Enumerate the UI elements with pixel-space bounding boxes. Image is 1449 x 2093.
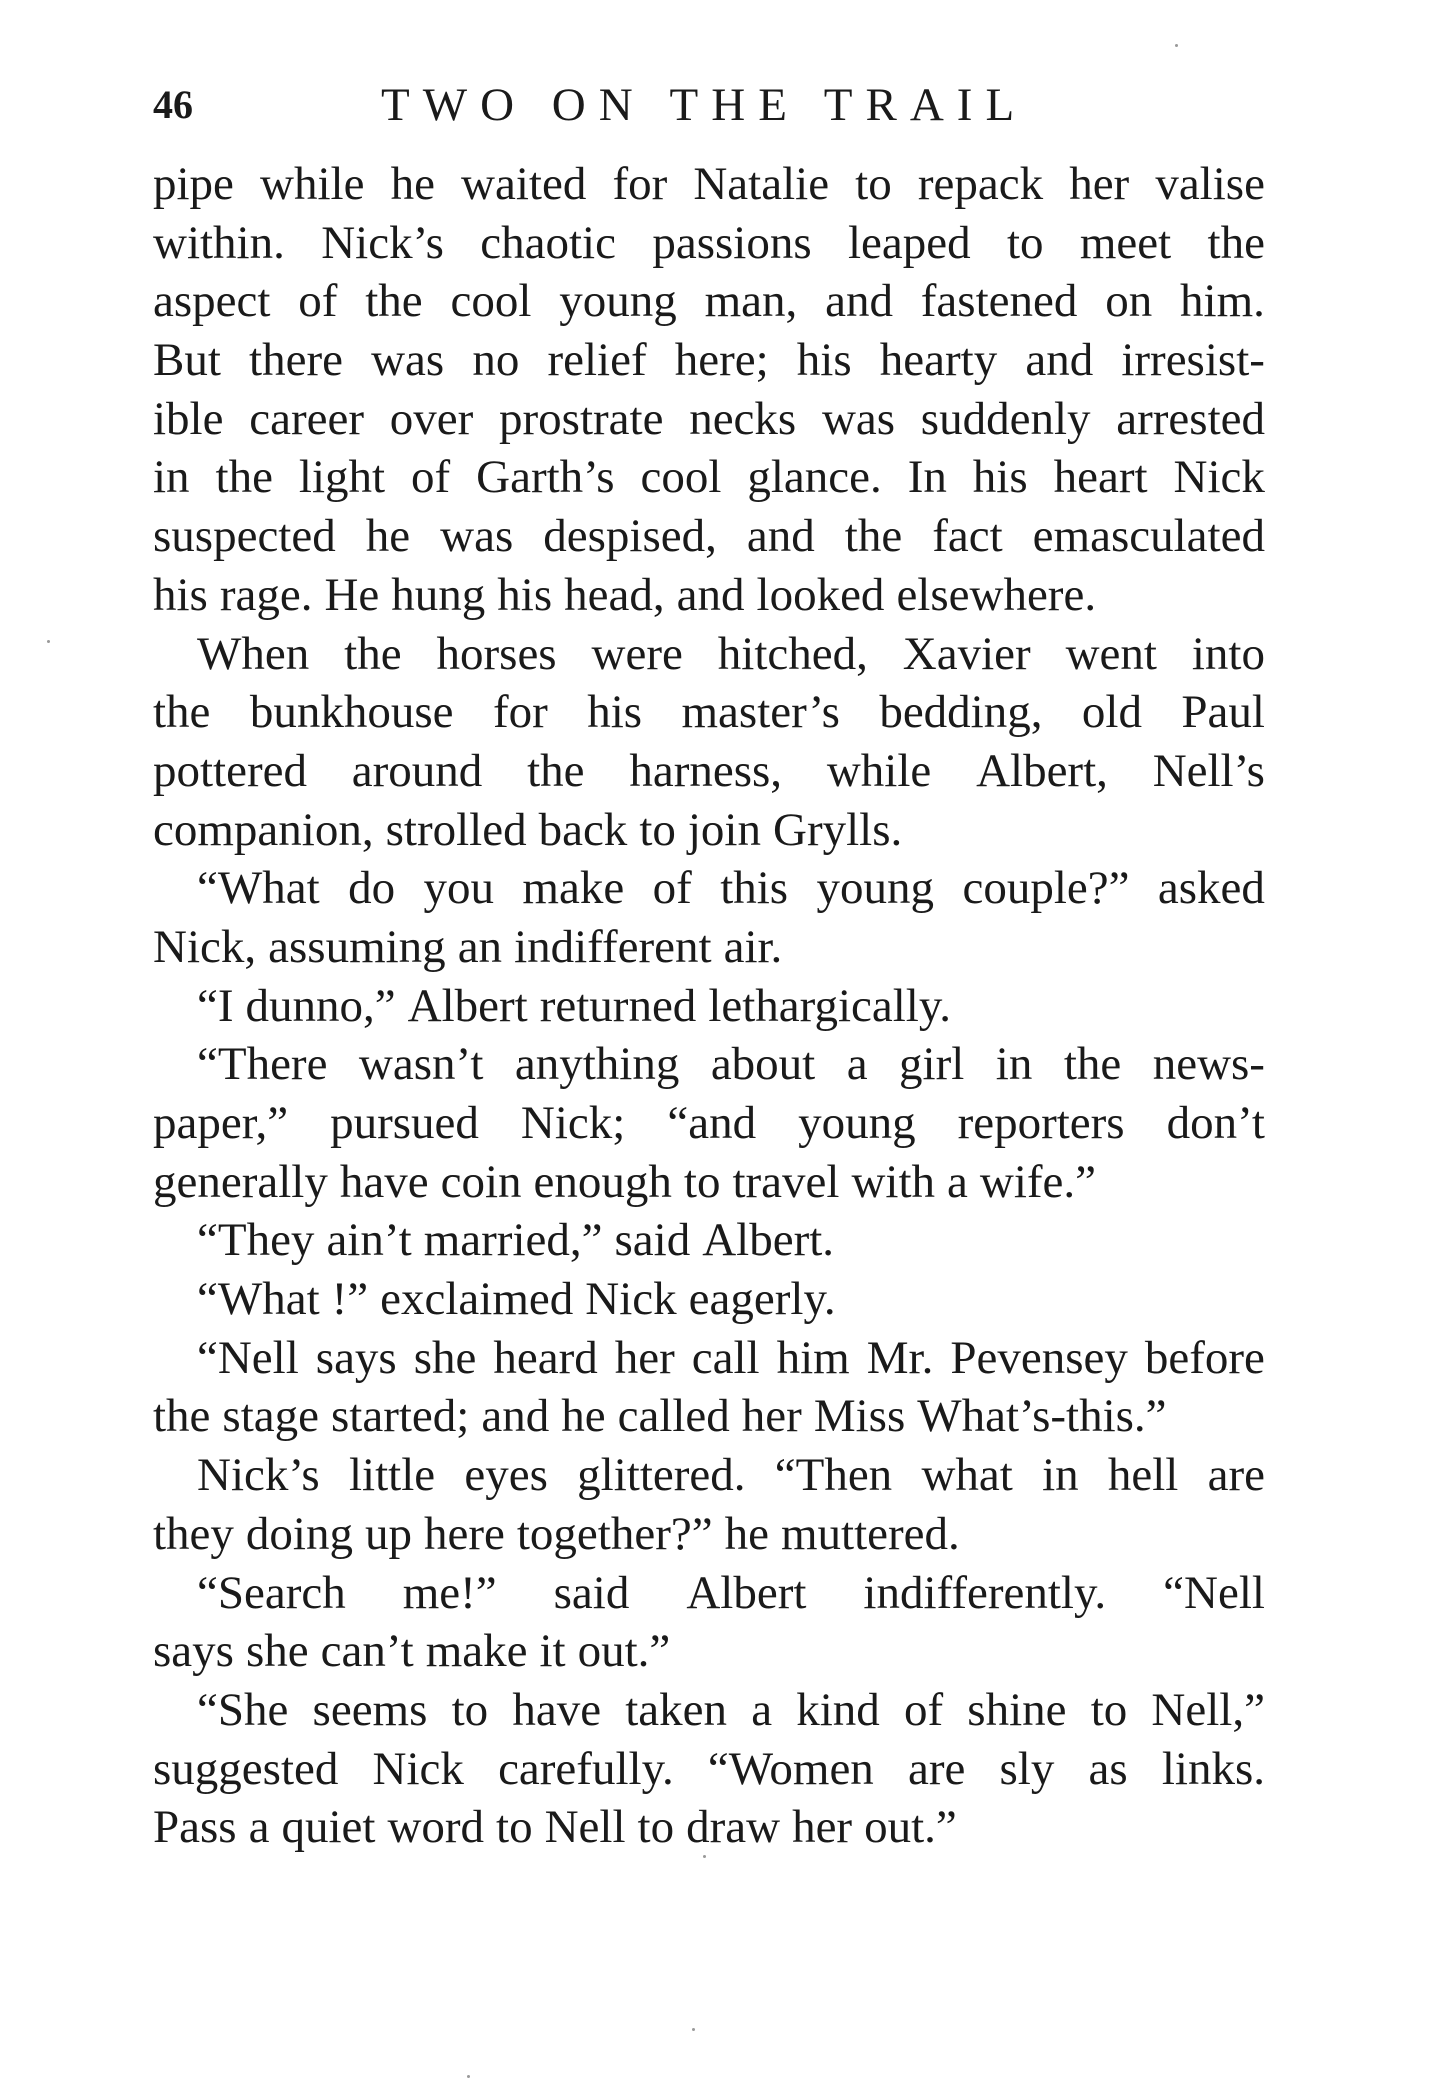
text-line: “Search me!” said Albert indifferently. “Nell [197,1566,1265,1619]
text-line: pipe while he waited for Natalie to repack her valise [153,158,1265,210]
text-line: pottered around the harness, while Albert, Nell’s [153,744,1265,797]
text-line: “What do you make of this young couple?” asked [197,862,1265,915]
text-line: generally have coin enough to travel with a wife.” [153,1155,1097,1208]
page-number: 46 [153,82,193,127]
paper-speck [47,640,50,643]
text-line: aspect of the cool young man, and fastened on him. [153,275,1265,328]
paper-speck [1175,44,1178,47]
paper-speck [692,2028,695,2031]
text-line: Pass a quiet word to Nell to draw her out.” [153,1801,957,1854]
text-line: suggested Nick carefully. “Women are sly as links. [153,1742,1265,1795]
text-line: When the horses were hitched, Xavier went into [197,627,1265,680]
text-line: his rage. He hung his head, and looked elsewhere. [153,568,1097,621]
paper-speck [467,2075,470,2078]
text-line: the stage started; and he called her Miss What’s-this.” [153,1390,1167,1443]
text-line: the bunkhouse for his master’s bedding, old Paul [153,686,1265,739]
text-line: “What !” exclaimed Nick eagerly. [197,1273,836,1326]
text-line: “She seems to have taken a kind of shine to Nell,” [197,1683,1265,1736]
running-title: TWO ON THE TRAIL [381,79,1028,131]
running-head [153,70,1263,140]
paper-speck [703,1855,706,1858]
text-line: “I dunno,” Albert returned lethargically. [197,979,952,1032]
text-line: Nick, assuming an indifferent air. [153,920,783,973]
text-line: Nick’s little eyes glittered. “Then what in hell are [197,1449,1265,1502]
text-line: companion, strolled back to join Grylls. [153,803,903,856]
body-text [153,155,1265,1857]
text-line: suspected he was despised, and the fact emasculated [153,510,1265,563]
text-line: within. Nick’s chaotic passions leaped to meet the [153,216,1265,269]
text-line: paper,” pursued Nick; “and young reporters don’t [153,1097,1265,1149]
text-line: “There wasn’t anything about a girl in the news- [197,1038,1265,1091]
text-line: “Nell says she heard her call him Mr. Pevensey before [197,1331,1265,1384]
text-line: they doing up here together?” he muttered. [153,1507,960,1560]
text-line: But there was no relief here; his hearty and irresist- [153,334,1265,387]
text-line: says she can’t make it out.” [153,1625,671,1678]
text-line: ible career over prostrate necks was suddenly arrested [153,392,1265,445]
text-line: in the light of Garth’s cool glance. In his heart Nick [153,451,1265,504]
text-line: “They ain’t married,” said Albert. [197,1214,835,1267]
